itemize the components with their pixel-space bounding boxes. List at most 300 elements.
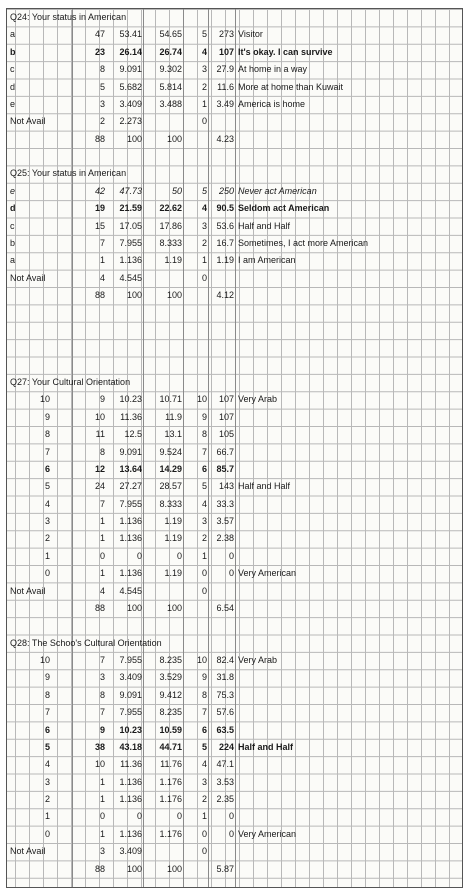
cell-score: 6	[201, 463, 207, 474]
cell-p1: 3.409	[119, 98, 142, 109]
cell-weighted: 90.5	[216, 203, 234, 214]
cell-desc: At home in a way	[238, 64, 308, 75]
table-row	[7, 600, 462, 617]
table-row	[7, 826, 462, 843]
cell-desc: Very American	[238, 828, 297, 839]
cell-count: 38	[94, 741, 105, 752]
table-row	[7, 252, 462, 269]
cell-p1: 13.64	[119, 463, 142, 474]
cell-weighted: 0	[228, 568, 234, 579]
section-title-text: Q28: The Schoo's Cultural Orientation	[10, 637, 162, 648]
cell-desc	[238, 131, 460, 148]
cell-desc	[238, 287, 460, 304]
table-row	[7, 861, 462, 878]
cell-label: b	[10, 46, 16, 57]
cell-p2: 44.71	[159, 741, 182, 752]
cell-score: 5	[201, 741, 207, 752]
cell-weighted	[208, 583, 234, 600]
cell-count: 1	[99, 255, 105, 266]
table-row	[7, 61, 462, 78]
cell-desc: It's okay. I can survive	[238, 46, 333, 57]
cell-p2: 9.412	[159, 689, 182, 700]
cell-label: 5	[44, 741, 50, 752]
cell-count: 19	[94, 203, 105, 214]
cell-p2: 22.62	[159, 203, 182, 214]
cell-desc: Visitor	[238, 29, 263, 40]
table-row	[7, 478, 462, 495]
cell-p1: 43.18	[119, 741, 142, 752]
cell-score: 1	[201, 550, 207, 561]
cell-p1: 0	[136, 550, 142, 561]
cell-p1: 3.409	[119, 672, 142, 683]
cell-p1: 11.36	[120, 411, 142, 422]
cell-p2: 5.814	[159, 81, 182, 92]
cell-label	[10, 287, 70, 304]
cell-desc: More at home than Kuwait	[238, 81, 344, 92]
cell-count: 1	[99, 776, 105, 787]
cell-p2: 0	[176, 550, 182, 561]
cell-p2: 8.333	[159, 237, 182, 248]
cell-count: 4	[99, 585, 105, 596]
cell-p1: 0	[136, 811, 142, 822]
cell-p2: 8.235	[159, 655, 182, 666]
cell-weighted: 105	[218, 429, 234, 440]
cell-p2	[144, 843, 182, 860]
cell-weighted: 2.38	[216, 533, 234, 544]
cell-label: 2	[44, 533, 50, 544]
cell-count: 1	[99, 568, 105, 579]
cell-label: 2	[44, 794, 50, 805]
table-row	[7, 44, 462, 61]
cell-weighted: 4.12	[216, 290, 234, 301]
cell-p1: 3.409	[119, 846, 142, 857]
cell-weighted: 82.4	[216, 655, 234, 666]
cell-desc	[238, 583, 460, 600]
cell-count: 5	[99, 81, 105, 92]
cell-p1: 100	[126, 290, 142, 301]
cell-score: 10	[196, 655, 207, 666]
cell-score: 9	[201, 411, 207, 422]
cell-desc	[238, 426, 460, 443]
cell-p1: 7.955	[119, 707, 142, 718]
cell-weighted: 53.6	[216, 220, 234, 231]
table-row	[7, 704, 462, 721]
cell-score: 2	[201, 794, 207, 805]
cell-p1: 7.955	[119, 498, 142, 509]
cell-p1: 9.091	[119, 64, 142, 75]
table-row	[7, 200, 462, 217]
cell-p1: 1.136	[119, 828, 142, 839]
cell-label: c	[10, 64, 15, 75]
cell-label: 7	[44, 446, 50, 457]
cell-count: 9	[99, 394, 105, 405]
cell-count: 7	[99, 707, 105, 718]
cell-p2: 14.29	[159, 463, 182, 474]
cell-count: 88	[94, 602, 105, 613]
cell-score: 0	[201, 568, 207, 579]
cell-weighted: 85.7	[216, 463, 234, 474]
cell-count: 88	[94, 133, 105, 144]
section-title	[7, 374, 462, 391]
cell-weighted: 2.35	[216, 794, 234, 805]
cell-score: 3	[201, 516, 207, 527]
cell-label: 10	[39, 394, 50, 405]
cell-p2: 9.524	[159, 446, 182, 457]
cell-desc	[238, 722, 460, 739]
cell-label: 0	[44, 568, 50, 579]
cell-label: Not Avail	[10, 846, 46, 857]
cell-p2: 17.86	[159, 220, 182, 231]
cell-desc	[238, 444, 460, 461]
cell-weighted: 273	[218, 29, 234, 40]
cell-label: 3	[44, 516, 50, 527]
cell-p1: 7.955	[119, 237, 142, 248]
cell-desc	[238, 687, 460, 704]
cell-score: 0	[201, 272, 207, 283]
cell-count: 47	[94, 29, 105, 40]
cell-score	[184, 861, 207, 878]
cell-weighted: 0	[228, 811, 234, 822]
cell-score: 2	[201, 533, 207, 544]
cell-p1: 1.136	[119, 516, 142, 527]
section-title	[7, 635, 462, 652]
cell-count: 10	[94, 411, 105, 422]
cell-p2: 3.488	[159, 98, 182, 109]
cell-label: 8	[44, 689, 50, 700]
cell-p2: 10.59	[159, 724, 182, 735]
cell-desc	[238, 113, 460, 130]
cell-label: b	[10, 237, 16, 248]
cell-p1: 17.05	[119, 220, 142, 231]
table-row	[7, 548, 462, 565]
cell-label	[10, 600, 70, 617]
cell-count: 88	[94, 863, 105, 874]
cell-p1: 9.091	[119, 689, 142, 700]
cell-p1: 7.955	[119, 655, 142, 666]
table-row	[7, 79, 462, 96]
cell-p2: 50	[171, 185, 182, 196]
cell-count: 7	[99, 655, 105, 666]
cell-weighted: 63.5	[216, 724, 234, 735]
cell-weighted: 33.3	[216, 498, 234, 509]
cell-label	[10, 131, 70, 148]
cell-score: 2	[201, 237, 207, 248]
cell-weighted: 27.9	[216, 64, 234, 75]
cell-weighted: 224	[218, 741, 234, 752]
cell-count: 11	[95, 429, 105, 440]
cell-weighted: 107	[218, 46, 234, 57]
table-row	[7, 808, 462, 825]
cell-count: 8	[99, 446, 105, 457]
cell-p2: 100	[166, 602, 182, 613]
cell-label: 8	[44, 429, 50, 440]
table-row	[7, 235, 462, 252]
cell-p2: 9.302	[159, 64, 182, 75]
cell-weighted: 5.87	[216, 863, 234, 874]
cell-p2: 11.9	[165, 411, 182, 422]
cell-p2: 0	[176, 811, 182, 822]
cell-p1: 1.136	[119, 776, 142, 787]
cell-weighted: 3.53	[216, 776, 234, 787]
table-row	[7, 669, 462, 686]
cell-score: 3	[201, 220, 207, 231]
cell-desc	[238, 530, 460, 547]
cell-weighted: 31.8	[216, 672, 234, 683]
cell-score: 7	[201, 707, 207, 718]
cell-weighted: 3.57	[216, 516, 234, 527]
table-row	[7, 461, 462, 478]
cell-p2: 100	[166, 133, 182, 144]
cell-label: 3	[44, 776, 50, 787]
cell-p1: 1.136	[119, 568, 142, 579]
section-title-text: Q25: Your status in American	[10, 168, 127, 179]
cell-p2: 10.71	[159, 394, 182, 405]
cell-score: 0	[201, 585, 207, 596]
cell-p1: 9.091	[119, 446, 142, 457]
cell-label: Not Avail	[10, 585, 46, 596]
cell-score: 4	[201, 46, 207, 57]
table-row	[7, 270, 462, 287]
cell-p1: 4.545	[119, 585, 142, 596]
cell-desc	[238, 513, 460, 530]
table-row	[7, 409, 462, 426]
cell-desc: Half and Half	[238, 220, 291, 231]
cell-label: e	[10, 185, 16, 196]
cell-weighted: 66.7	[216, 446, 234, 457]
cell-p2: 3.529	[159, 672, 182, 683]
table-row	[7, 530, 462, 547]
cell-desc	[238, 843, 460, 860]
cell-score: 3	[201, 776, 207, 787]
cell-weighted: 1.19	[216, 255, 234, 266]
cell-p2	[144, 583, 182, 600]
cell-desc: Sometimes, I act more American	[238, 237, 369, 248]
cell-score: 0	[201, 828, 207, 839]
cell-label: 9	[44, 411, 50, 422]
cell-label: 5	[44, 481, 50, 492]
cell-p1: 100	[126, 602, 142, 613]
cell-p2: 1.19	[164, 255, 182, 266]
cell-p2: 26.74	[159, 46, 182, 57]
cell-p1: 100	[126, 863, 142, 874]
cell-score: 7	[201, 446, 207, 457]
cell-weighted: 47.1	[216, 759, 234, 770]
cell-weighted	[208, 843, 234, 860]
cell-count: 24	[94, 481, 105, 492]
cell-label: 4	[44, 759, 50, 770]
spreadsheet-grid	[6, 8, 463, 888]
cell-weighted: 250	[218, 185, 234, 196]
cell-score: 4	[201, 203, 207, 214]
cell-p2: 1.176	[159, 794, 182, 805]
cell-desc: Very Arab	[238, 655, 278, 666]
cell-p1: 100	[126, 133, 142, 144]
cell-label: 10	[39, 655, 50, 666]
cell-p1: 1.136	[119, 533, 142, 544]
cell-p2: 13.1	[164, 429, 182, 440]
cell-desc: America is home	[238, 98, 306, 109]
cell-p2	[144, 270, 182, 287]
section-title-text: Q24: Your status in American	[10, 12, 127, 22]
table-row	[7, 756, 462, 773]
cell-count: 2	[99, 116, 105, 127]
cell-desc: I am American	[238, 255, 296, 266]
cell-p1: 47.73	[119, 185, 142, 196]
cell-label: a	[10, 255, 16, 266]
section-title	[7, 165, 462, 182]
cell-score: 3	[201, 64, 207, 75]
cell-score: 10	[196, 394, 207, 405]
cell-score: 5	[201, 29, 207, 40]
table-row	[7, 426, 462, 443]
cell-label	[10, 861, 70, 878]
table-row	[7, 96, 462, 113]
cell-count: 1	[99, 828, 105, 839]
table-row	[7, 687, 462, 704]
cell-count: 7	[99, 237, 105, 248]
cell-score: 1	[201, 811, 207, 822]
cell-label: 4	[44, 498, 50, 509]
cell-count: 88	[94, 290, 105, 301]
cell-desc	[238, 704, 460, 721]
cell-p2: 1.176	[159, 828, 182, 839]
cell-p2: 100	[166, 290, 182, 301]
cell-score: 0	[201, 116, 207, 127]
cell-desc: Very American	[238, 568, 297, 579]
cell-count: 7	[99, 498, 105, 509]
cell-p1: 5.682	[119, 81, 142, 92]
cell-score: 4	[201, 498, 207, 509]
cell-p1: 26.14	[119, 46, 142, 57]
cell-p2: 1.19	[164, 533, 182, 544]
cell-count: 1	[99, 533, 105, 544]
table-row	[7, 496, 462, 513]
cell-desc	[238, 409, 460, 426]
cell-label: 6	[44, 724, 50, 735]
cell-desc	[238, 669, 460, 686]
cell-score: 0	[201, 846, 207, 857]
cell-desc	[238, 548, 460, 565]
cell-p2: 28.57	[159, 481, 182, 492]
cell-count: 3	[99, 98, 105, 109]
cell-score: 1	[201, 98, 207, 109]
cell-desc	[238, 861, 460, 878]
cell-p2: 8.333	[159, 498, 182, 509]
cell-weighted: 11.6	[217, 81, 234, 92]
cell-weighted: 143	[218, 481, 234, 492]
cell-label: 0	[44, 828, 50, 839]
cell-p1: 10.23	[119, 724, 142, 735]
cell-p1: 12.5	[124, 429, 142, 440]
cell-p1: 11.36	[120, 759, 142, 770]
cell-label: d	[10, 203, 16, 214]
section-title	[7, 9, 462, 26]
cell-weighted: 107	[218, 411, 234, 422]
cell-p2: 1.176	[159, 776, 182, 787]
cell-p2	[144, 113, 182, 130]
cell-desc	[238, 496, 460, 513]
table-row	[7, 444, 462, 461]
cell-label: a	[10, 29, 16, 40]
cell-score	[184, 600, 207, 617]
cell-weighted	[208, 113, 234, 130]
cell-weighted: 107	[218, 394, 234, 405]
cell-label: 6	[44, 463, 50, 474]
cell-label: c	[10, 220, 15, 231]
cell-p2: 1.19	[164, 568, 182, 579]
cell-count: 4	[99, 272, 105, 283]
cell-score	[184, 131, 207, 148]
cell-score	[184, 287, 207, 304]
table-row	[7, 513, 462, 530]
cell-p2: 1.19	[164, 516, 182, 527]
cell-count: 42	[94, 185, 105, 196]
cell-count: 8	[99, 689, 105, 700]
cell-weighted: 4.23	[216, 133, 234, 144]
cell-p2: 100	[166, 863, 182, 874]
cell-count: 12	[94, 463, 105, 474]
cell-count: 9	[99, 724, 105, 735]
table-row	[7, 565, 462, 582]
cell-p2: 54.65	[159, 29, 182, 40]
table-row	[7, 774, 462, 791]
cell-count: 3	[99, 846, 105, 857]
cell-label: Not Avail	[10, 116, 46, 127]
cell-label: 1	[44, 550, 50, 561]
cell-p2: 8.235	[159, 707, 182, 718]
table-row	[7, 26, 462, 43]
cell-score: 9	[201, 672, 207, 683]
cell-desc: Very Arab	[238, 394, 278, 405]
cell-desc: Half and Half	[238, 481, 291, 492]
cell-weighted	[208, 270, 234, 287]
cell-weighted: 75.3	[216, 689, 234, 700]
table-row	[7, 131, 462, 148]
cell-count: 0	[99, 550, 105, 561]
cell-p1: 53.41	[119, 29, 142, 40]
cell-count: 8	[99, 64, 105, 75]
cell-p1: 1.136	[119, 794, 142, 805]
table-row	[7, 287, 462, 304]
table-row	[7, 843, 462, 860]
cell-weighted: 16.7	[216, 237, 234, 248]
cell-label: d	[10, 81, 16, 92]
cell-label: e	[10, 98, 16, 109]
cell-weighted: 3.49	[216, 98, 234, 109]
cell-count: 10	[94, 759, 105, 770]
cell-label: 1	[44, 811, 50, 822]
table-row	[7, 652, 462, 669]
cell-desc	[238, 791, 460, 808]
cell-score: 8	[201, 429, 207, 440]
cell-label: Not Avail	[10, 272, 46, 283]
cell-label: 9	[44, 672, 50, 683]
cell-desc	[238, 600, 460, 617]
cell-weighted: 0	[228, 828, 234, 839]
cell-count: 15	[94, 220, 105, 231]
cell-p1: 21.59	[119, 203, 142, 214]
cell-count: 1	[99, 516, 105, 527]
cell-score: 1	[201, 255, 207, 266]
table-row	[7, 391, 462, 408]
cell-weighted: 6.54	[216, 602, 234, 613]
cell-p1: 27.27	[119, 481, 142, 492]
cell-score: 5	[201, 185, 207, 196]
cell-count: 23	[94, 46, 105, 57]
cell-score: 5	[201, 481, 207, 492]
table-row	[7, 183, 462, 200]
cell-desc	[238, 270, 460, 287]
